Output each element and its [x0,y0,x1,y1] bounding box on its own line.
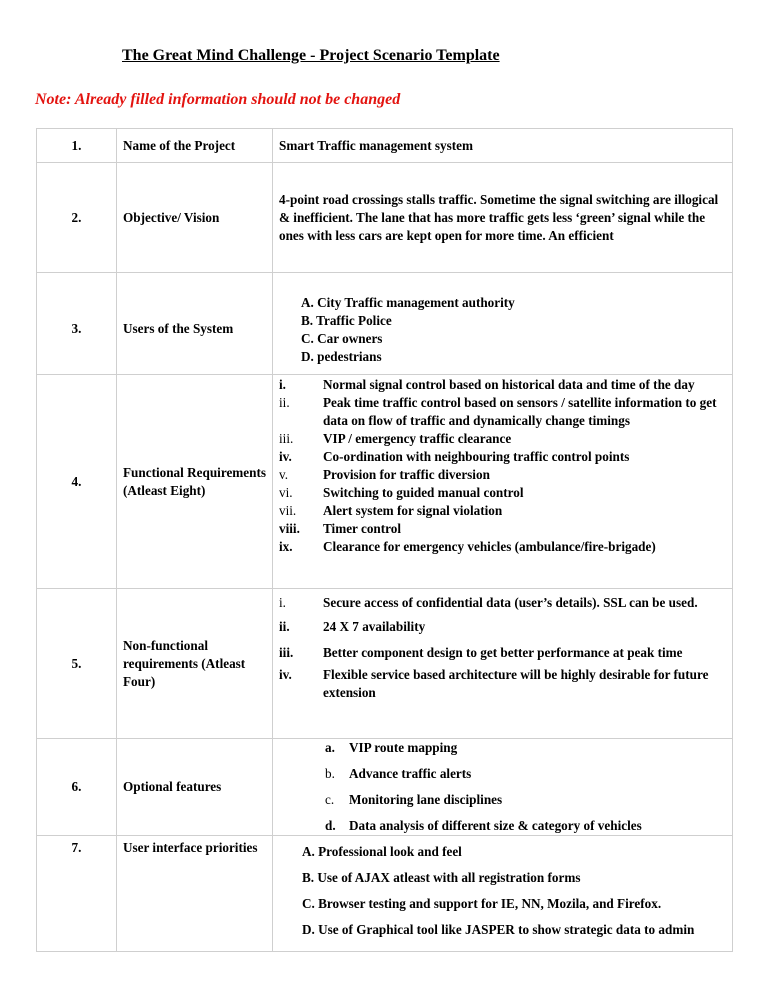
list-item [279,538,728,556]
list-marker: iv. [279,667,292,682]
users-list-cell [273,273,733,375]
list-text: Better component design to get better performance at peak time [323,645,683,660]
list-item [279,618,728,636]
project-name-value: Smart Traffic management system [273,129,733,163]
list-text: Monitoring lane disciplines [349,792,503,807]
list-text: Timer control [323,521,402,536]
table-row [37,836,733,952]
table-row [37,739,733,836]
row-label: Optional features [117,739,273,836]
list-marker: vi. [279,485,293,500]
table-row [37,163,733,273]
list-item [279,594,728,612]
functional-requirements-list [279,376,728,556]
list-item [325,817,728,835]
list-item [279,376,728,394]
list-item: D. Use of Graphical tool like JASPER to show strategic data to admin [302,922,695,937]
table-row [37,589,733,739]
list-item [279,666,728,702]
list-text: Provision for traffic diversion [323,467,490,482]
list-item: D. pedestrians [301,348,382,364]
list-marker: i. [279,377,286,392]
list-marker: vii. [279,503,297,518]
list-marker: iv. [279,449,292,464]
row-number: 4. [37,375,117,589]
list-item [279,448,728,466]
list-item: C. Car owners [301,330,383,346]
row-label: Objective/ Vision [117,163,273,273]
ui-priorities-cell [273,836,733,952]
optional-features-list [279,739,728,835]
list-text: VIP route mapping [349,740,458,755]
list-marker: iii. [279,645,294,660]
instruction-note: Note: Already filled information should not be changed [35,91,401,108]
list-item [325,765,728,783]
list-item [279,466,728,484]
list-marker: v. [279,467,289,482]
list-item [279,644,728,662]
table-row [37,375,733,589]
functional-list-cell [273,375,733,589]
row-label: Name of the Project [117,129,273,163]
list-marker: b. [325,766,335,781]
row-number: 2. [37,163,117,273]
table-row [37,273,733,375]
list-marker: i. [279,595,286,610]
users-list [279,294,728,366]
list-marker: ii. [279,619,290,634]
list-item [325,791,728,809]
list-marker: a. [325,740,335,755]
list-marker: c. [325,792,335,807]
list-marker: iii. [279,431,294,446]
document-title: The Great Mind Challenge - Project Scenario Template [122,47,500,64]
row-number: 3. [37,273,117,375]
list-item: A. Professional look and feel [302,844,462,859]
row-label: Non-functional requirements (Atleast Four) [117,589,273,739]
objective-value: 4-point road crossings stalls traffic. Sometime the signal switching are illogical & inefficient. The lane that has more traffic gets less ‘green’ signal while the ones with less cars are kept open for more time. An efficient [273,163,733,273]
list-item: A. City Traffic management authority [301,294,515,310]
list-text: Alert system for signal violation [323,503,503,518]
nonfunctional-requirements-list [279,594,728,702]
table-row [37,129,733,163]
row-number: 1. [37,129,117,163]
list-text: Flexible service based architecture will be highly desirable for future extension [323,667,709,700]
list-item [325,739,728,757]
list-item [279,394,728,430]
list-text: Normal signal control based on historical data and time of the day [323,377,695,392]
list-text: Peak time traffic control based on sensors / satellite information to get data on flow of traffic and dynamically change timings [323,395,717,428]
list-text: 24 X 7 availability [323,619,426,634]
row-label: Users of the System [117,273,273,375]
list-text: Data analysis of different size & category of vehicles [349,818,642,833]
list-text: Switching to guided manual control [323,485,524,500]
nonfunctional-list-cell [273,589,733,739]
row-number: 6. [37,739,117,836]
list-item: B. Traffic Police [301,312,392,328]
list-marker: ix. [279,539,293,554]
list-item [279,484,728,502]
list-text: Clearance for emergency vehicles (ambulance/fire-brigade) [323,539,656,554]
list-marker: ii. [279,395,290,410]
list-item: C. Browser testing and support for IE, NN, Mozila, and Firefox. [302,896,662,911]
list-marker: viii. [279,521,300,536]
list-item [279,520,728,538]
list-text: Advance traffic alerts [349,766,472,781]
list-text: Secure access of confidential data (user’s details). SSL can be used. [323,595,698,610]
row-label: User interface priorities [117,836,273,952]
scenario-table [36,128,733,952]
list-marker: d. [325,818,336,833]
list-item: B. Use of AJAX atleast with all registration forms [302,870,581,885]
row-label: Functional Requirements (Atleast Eight) [117,375,273,589]
list-item [279,502,728,520]
list-text: VIP / emergency traffic clearance [323,431,512,446]
row-number: 7. [37,836,117,952]
list-text: Co-ordination with neighbouring traffic control points [323,449,630,464]
optional-list-cell [273,739,733,836]
row-number: 5. [37,589,117,739]
list-item [279,430,728,448]
